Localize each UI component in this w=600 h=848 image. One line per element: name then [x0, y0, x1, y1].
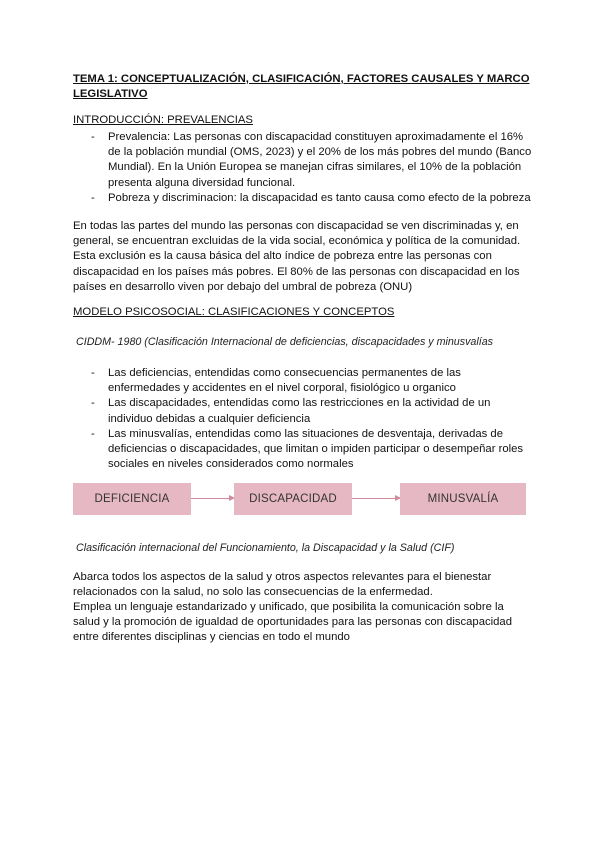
intro-heading: INTRODUCCIÓN: PREVALENCIAS	[73, 114, 253, 126]
document-title: TEMA 1: CONCEPTUALIZACIÓN, CLASIFICACIÓN, FACTORES CAUSALES Y MARCO LEGISLATIVO	[73, 73, 530, 100]
list-item: - Las discapacidades, entendidas como las restricciones en la actividad de un individuo debidas a cualquier deficiencia	[73, 396, 533, 426]
cif-paragraph-1: Abarca todos los aspectos de la salud y otros aspectos relevantes para el bienestar relacionados con la salud, no solo las consecuencias de la enfermedad.	[73, 571, 492, 599]
list-item: - Pobreza y discriminacion: la discapacidad es tanto causa como efecto de la pobreza	[73, 191, 533, 206]
deficiencia-box: DEFICIENCIA	[73, 483, 191, 515]
intro-paragraph: En todas las partes del mundo las personas con discapacidad se ven discriminadas y, en general, se encuentran excluidas de la vida social, económica y política de la comunidad. Esta exclusión es la causa básica del alto índice de pobreza entre las personas con discapacidad en los países más pobres. El 80% de las personas con discapacidad en los países en desarrollo viven por debajo del umbral de pobreza (ONU)	[73, 220, 521, 293]
intro-list	[73, 130, 533, 206]
arrow-right-icon	[191, 498, 234, 499]
discapacidad-box: DISCAPACIDAD	[234, 483, 352, 515]
list-item: - Las deficiencias, entendidas como consecuencias permanentes de las enfermedades y accidentes en el nivel corporal, fisiológico u organico	[73, 366, 533, 396]
arrow-right-icon	[352, 498, 400, 499]
minusvalia-box: MINUSVALÍA	[400, 483, 526, 515]
classification-flow-diagram	[73, 483, 526, 515]
list-item: - Las minusvalías, entendidas como las situaciones de desventaja, derivadas de deficiencias o discapacidades, que limitan o impiden participar o desempeñar roles sociales en niveles considerados como normales	[73, 427, 533, 473]
ciddm-list	[73, 366, 533, 472]
cif-paragraph-2: Emplea un lenguaje estandarizado y unificado, que posibilita la comunicación sobre la salud y la promoción de igualdad de oportunidades para las personas con discapacidad entre diferentes disciplinas y ciencias en todo el mundo	[73, 601, 512, 644]
list-item: - Prevalencia: Las personas con discapacidad constituyen aproximadamente el 16% de la población mundial (OMS, 2023) y el 20% de los más pobres del mundo (Banco Mundial). En la Unión Europea se manejan cifras similares, el 10% de la población presenta alguna diversidad funcional.	[73, 130, 533, 191]
ciddm-heading: CIDDM- 1980 (Clasificación Internacional de deficiencias, discapacidades y minusvalías	[76, 336, 494, 348]
cif-heading: Clasificación internacional del Funcionamiento, la Discapacidad y la Salud (CIF)	[76, 542, 455, 554]
model-heading: MODELO PSICOSOCIAL: CLASIFICACIONES Y CONCEPTOS	[73, 306, 395, 318]
